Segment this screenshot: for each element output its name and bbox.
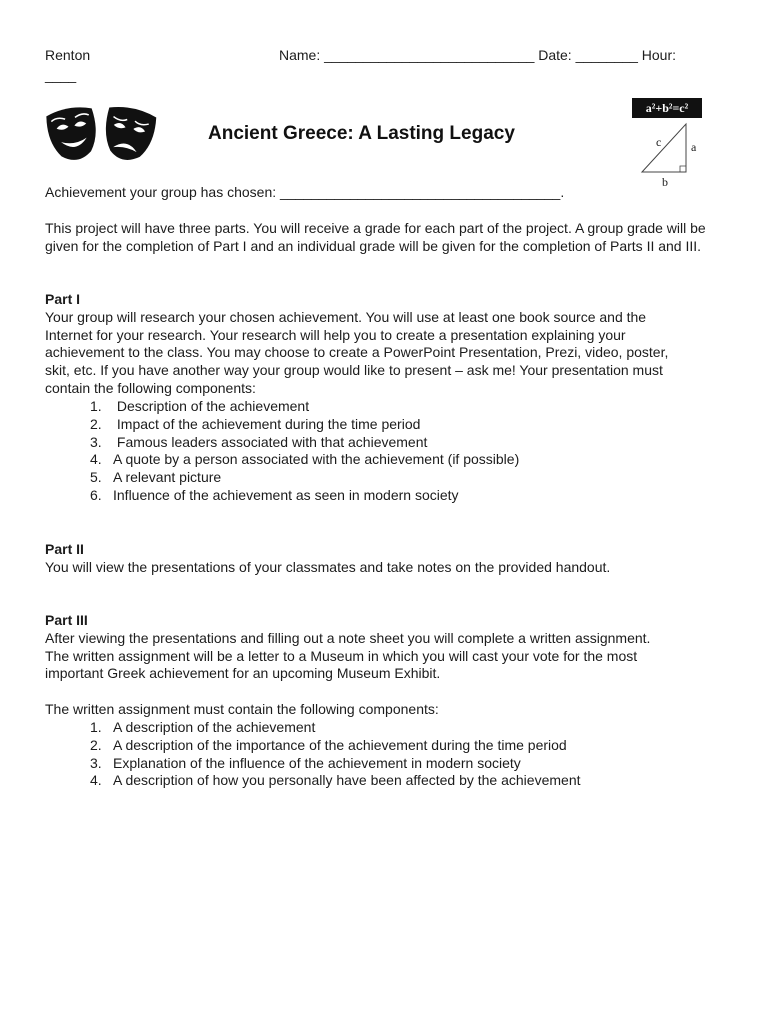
list-text: A quote by a person associated with the achievement (if possible) [113,451,520,468]
part1-heading: Part I [45,291,81,307]
part3-line: important Greek achievement for an upcoming Museum Exhibit. [45,665,441,682]
part3-section [45,612,725,683]
list-text: A relevant picture [113,469,222,486]
part1-line: Your group will research your chosen achievement. You will use at least one book source and the [45,308,647,325]
triangle-side-a: a [691,140,697,154]
part3-heading: Part III [45,612,88,628]
list-item [90,398,519,416]
drama-masks-icon [46,106,158,164]
list-item [90,737,581,755]
achievement-line: Achievement your group has chosen: ____________________________________. [45,184,565,200]
school-name: Renton [45,47,91,63]
name-date-hour-field: Name: ___________________________ Date: ________ Hour: [279,47,677,63]
list-number: 4. [90,772,102,789]
part3-components-list [90,719,581,790]
part1-components-list [90,398,519,505]
part1-line: skit, etc. If you have another way your group would like to present – ask me! Your presentation must [45,362,663,379]
part1-line: achievement to the class. You may choose to create a PowerPoint Presentation, Prezi, video, poster, [45,344,669,361]
list-text: Impact of the achievement during the time period [113,415,421,432]
list-number: 3. [90,433,102,450]
list-number: 5. [90,469,102,486]
list-text: Influence of the achievement as seen in modern society [113,486,459,503]
components-intro-text: The written assignment must contain the following components: [45,701,439,717]
list-item [90,416,519,434]
part2-section [45,541,725,577]
pythagorean-formula: a²+b²=c² [632,98,702,118]
list-text: A description of how you personally have been affected by the achievement [113,772,581,789]
list-number: 1. [90,398,102,414]
list-item [90,451,519,469]
list-number: 2. [90,736,102,753]
intro-paragraph [45,220,725,256]
list-number: 1. [90,719,102,735]
part2-heading: Part II [45,541,84,557]
triangle-side-b: b [662,175,668,189]
list-number: 3. [90,754,102,771]
list-item [90,487,519,505]
part3-components-intro [45,701,725,719]
list-item [90,434,519,452]
part1-line: Internet for your research. Your research will help you to create a presentation explaining your [45,326,626,343]
list-number: 4. [90,451,102,468]
list-text: A description of the achievement [113,719,316,735]
triangle-side-c: c [656,135,662,149]
part3-line: After viewing the presentations and filling out a note sheet you will complete a written assignment. [45,629,651,646]
list-text: Description of the achievement [113,398,310,414]
intro-text: This project will have three parts. You will receive a grade for each part of the project. A group grade will be given for the completion of Part I and an individual grade will be given for the completion of Parts II and III. [45,220,706,254]
list-number: 6. [90,486,102,503]
list-item [90,469,519,487]
list-item [90,755,581,773]
list-item [90,772,581,790]
right-triangle-icon [638,120,708,188]
part3-line: The written assignment will be a letter to a Museum in which you will cast your vote for the most [45,647,638,664]
part2-text: You will view the presentations of your classmates and take notes on the provided handout. [45,558,611,575]
hour-blank: ____ [45,67,77,83]
list-text: A description of the importance of the achievement during the time period [113,736,567,753]
list-text: Explanation of the influence of the achievement in modern society [113,754,521,771]
list-text: Famous leaders associated with that achievement [113,433,428,450]
page-title: Ancient Greece: A Lasting Legacy [208,123,515,144]
list-item [90,719,581,737]
part1-section [45,291,725,398]
list-number: 2. [90,415,102,432]
part1-line: contain the following components: [45,379,256,396]
